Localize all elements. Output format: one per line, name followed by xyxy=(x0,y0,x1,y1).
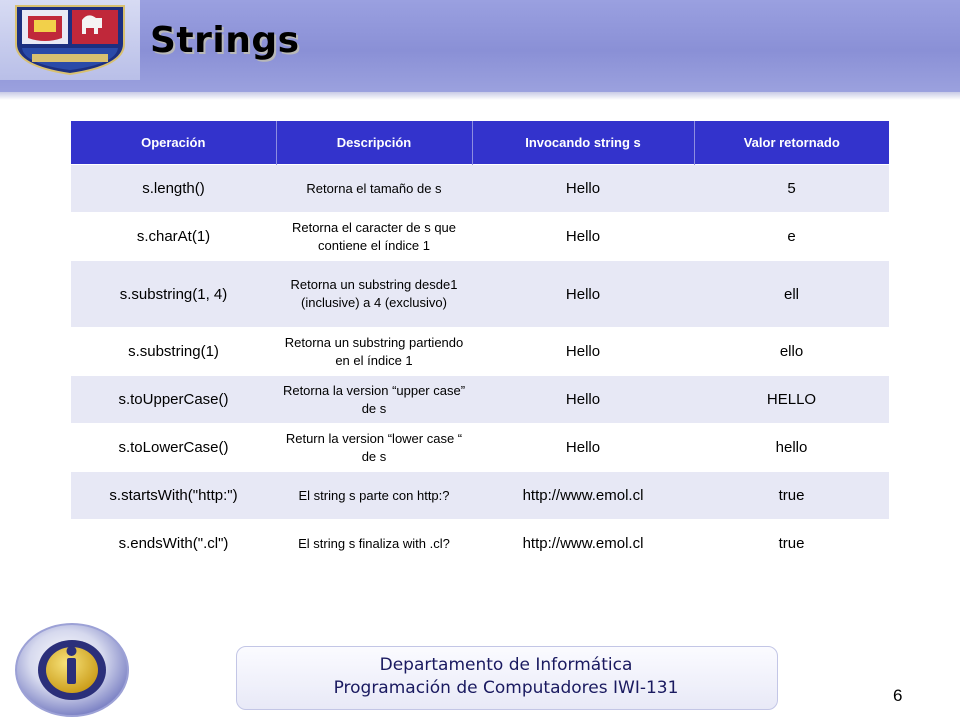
di-logo-icon xyxy=(14,618,134,718)
cell-invoking: Hello xyxy=(472,376,694,424)
table-row xyxy=(71,328,889,376)
cell-description: El string s parte con http:? xyxy=(276,472,472,520)
cell-description: El string s finaliza with .cl? xyxy=(276,520,472,568)
footer-department: Departamento de Informática xyxy=(379,655,633,675)
table-row xyxy=(71,213,889,261)
cell-returned: ello xyxy=(694,328,889,376)
cell-description: Retorna el tamaño de s xyxy=(276,165,472,213)
cell-returned: true xyxy=(694,520,889,568)
cell-description: Retorna un substring desde1 (inclusive) a 4 (exclusivo) xyxy=(276,261,472,328)
cell-returned: ell xyxy=(694,261,889,328)
cell-invoking: Hello xyxy=(472,261,694,328)
cell-invoking: http://www.emol.cl xyxy=(472,520,694,568)
footer-course: Programación de Computadores IWI-131 xyxy=(333,678,679,698)
header-operation: Operación xyxy=(71,121,276,165)
cell-returned: HELLO xyxy=(694,376,889,424)
cell-invoking: Hello xyxy=(472,424,694,472)
cell-operation: s.substring(1, 4) xyxy=(71,261,276,328)
string-operations-table xyxy=(71,121,889,568)
cell-invoking: Hello xyxy=(472,165,694,213)
cell-returned: e xyxy=(694,213,889,261)
cell-invoking: Hello xyxy=(472,328,694,376)
cell-returned: hello xyxy=(694,424,889,472)
cell-returned: 5 xyxy=(694,165,889,213)
table-row xyxy=(71,165,889,213)
table-row xyxy=(71,261,889,328)
cell-description: Return la version “lower case “ de s xyxy=(276,424,472,472)
cell-operation: s.length() xyxy=(71,165,276,213)
header-shadow xyxy=(0,92,960,100)
cell-description: Retorna el caracter de s que contiene el índice 1 xyxy=(276,213,472,261)
table-header-row xyxy=(71,121,889,165)
cell-invoking: http://www.emol.cl xyxy=(472,472,694,520)
table-row xyxy=(71,472,889,520)
cell-operation: s.substring(1) xyxy=(71,328,276,376)
cell-description: Retorna un substring partiendo en el índice 1 xyxy=(276,328,472,376)
header-description: Descripción xyxy=(276,121,472,165)
table-row xyxy=(71,376,889,424)
cell-invoking: Hello xyxy=(472,213,694,261)
table-row xyxy=(71,424,889,472)
header-invoking: Invocando string s xyxy=(472,121,694,165)
cell-returned: true xyxy=(694,472,889,520)
cell-description: Retorna la version “upper case” de s xyxy=(276,376,472,424)
cell-operation: s.charAt(1) xyxy=(71,213,276,261)
table-row xyxy=(71,520,889,568)
page-number: 6 xyxy=(893,686,903,705)
cell-operation: s.toLowerCase() xyxy=(71,424,276,472)
header-band xyxy=(0,0,960,92)
header-returned: Valor retornado xyxy=(694,121,889,165)
cell-operation: s.toUpperCase() xyxy=(71,376,276,424)
slide-title: Strings xyxy=(150,20,300,61)
crest-icon xyxy=(8,4,132,76)
cell-operation: s.startsWith("http:") xyxy=(71,472,276,520)
cell-operation: s.endsWith(".cl") xyxy=(71,520,276,568)
